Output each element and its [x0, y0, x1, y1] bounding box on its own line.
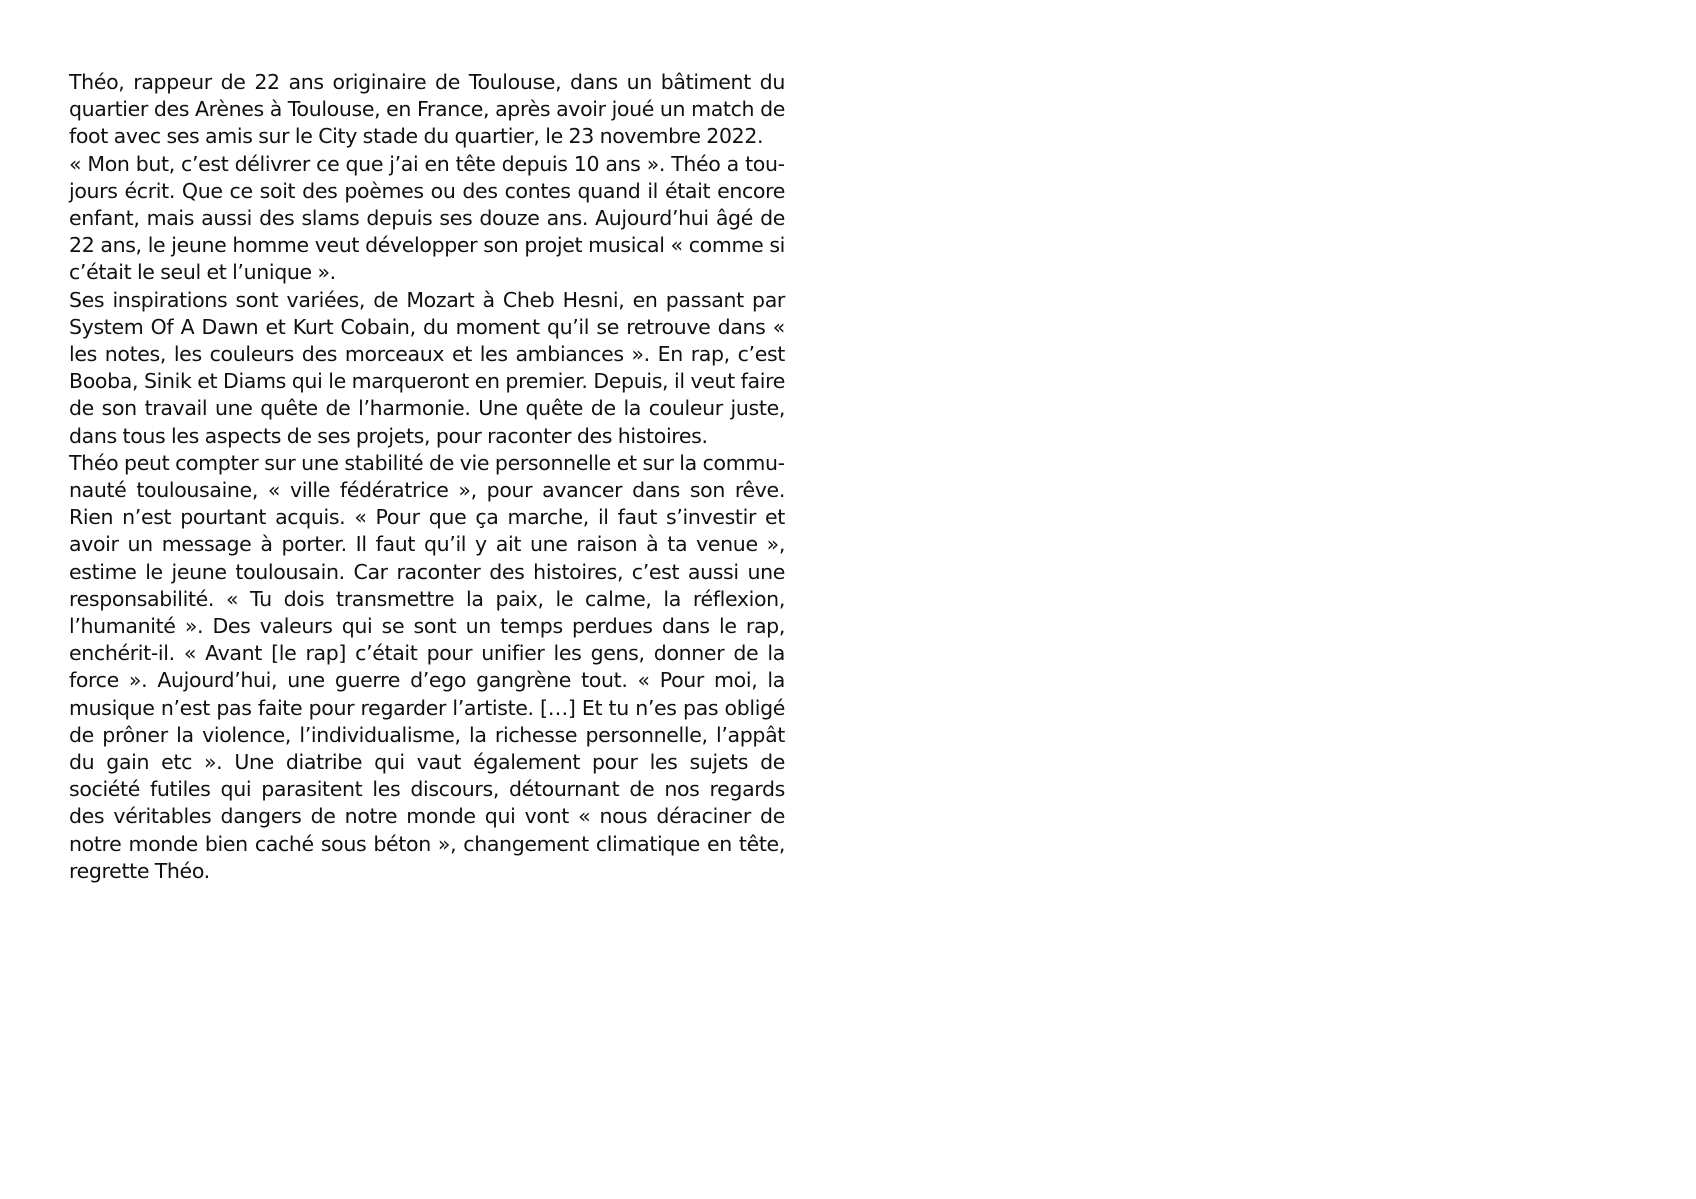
- paragraph-caption: Théo, rappeur de 22 ans originaire de Toulouse, dans un bâtiment du quartier des Arènes à Toulouse, en France, après avoir joué un match de foot avec ses amis sur le City stade du quartier, le 23 novembre 2022.: [69, 70, 785, 149]
- paragraph-goal: « Mon but, c’est délivrer ce que j’ai en tête depuis 10 ans ». Théo a toujours écrit. Que ce soit des poèmes ou des contes quand il était encore enfant, mais aussi des slams depuis ses douze ans. Aujourd’hui âgé de 22 ans, le jeune homme veut développer son projet musical « comme si c’était le seul et l’unique ».: [69, 151, 785, 285]
- paragraph-inspirations: Ses inspirations sont variées, de Mozart à Cheb Hesni, en passant par System Of A Dawn et Kurt Cobain, du moment qu’il se retrouve dans « les notes, les couleurs des morceaux et les ambiances ». En rap, c’est Booba, Sinik et Diams qui le marqueront en premier. Depuis, il veut faire de son travail une quête de l’harmonie. Une quête de la couleur juste, dans tous les aspects de ses projets, pour raconter des histoires.: [69, 287, 785, 448]
- paragraph-community: Théo peut compter sur une stabilité de vie personnelle et sur la communauté toulousaine, « ville fédératrice », pour avancer dans son rêve. Rien n’est pourtant acquis. « Pour que ça marche, il faut s’investir et avoir un message à porter. Il faut qu’il y ait une raison à ta venue », estime le jeune toulousain. Car raconter des histoires, c’est aussi une responsabilité. « Tu dois transmettre la paix, le calme, la réflexion, l’humanité ». Des valeurs qui se sont un temps perdues dans le rap, enchérit-il. « Avant [le rap] c’était pour unifier les gens, donner de la force ». Aujourd’hui, une guerre d’ego gangrène tout. « Pour moi, la musique n’est pas faite pour regarder l’artiste. […] Et tu n’es pas obligé de prôner la violence, l’individualisme, la richesse personnelle, l’appât du gain etc ». Une diatribe qui vaut également pour les sujets de société futiles qui parasitent les discours, détournant de nos regards des véritables dangers de notre monde qui vont « nous déraciner de notre monde bien caché sous béton », changement climatique en tête, regrette Théo.: [69, 450, 785, 883]
- article-body: [69, 69, 785, 885]
